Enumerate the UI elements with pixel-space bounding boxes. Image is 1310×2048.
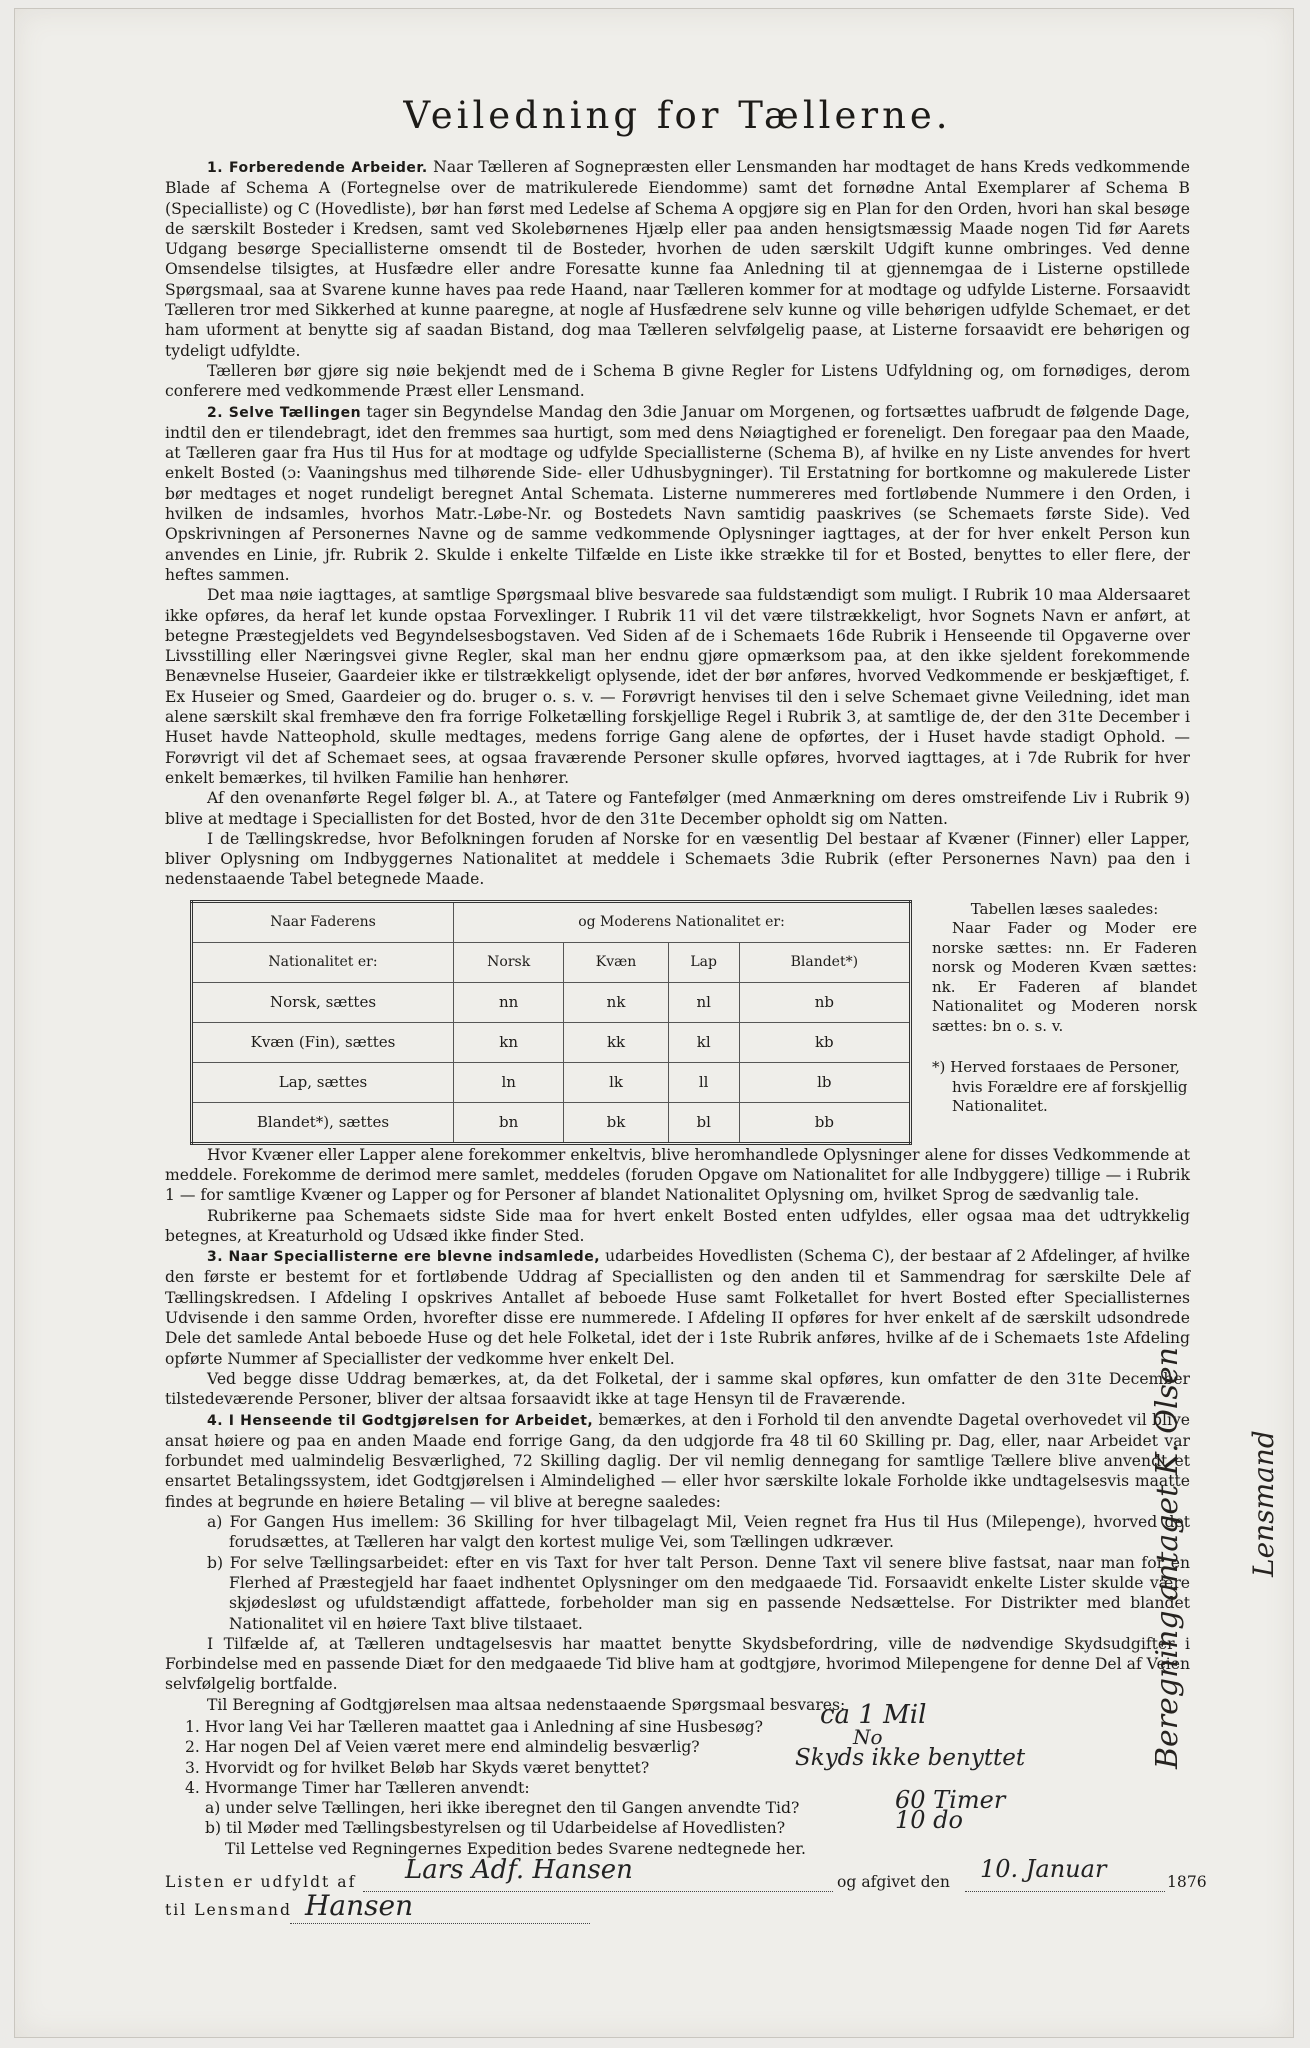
row-label: Kvæn (Fin), sættes — [192, 1022, 454, 1062]
section-1-paragraph-2: Tælleren bør gjøre sig nøie bekjendt med de i Schema B givne Regler for Listens Udfyldning og, om fornødiges, derom conferere med vedkommende Præst eller Lensmand. — [165, 361, 1190, 401]
to-lensmand-label: til Lensmand — [165, 1901, 292, 1920]
closing-line: Til Lettelse ved Regningernes Expedition bedes Svarene nedtegnede her. — [225, 1839, 806, 1858]
question-text: 3. Hvorvidt og for hvilket Beløb har Skyds været benyttet? — [185, 1758, 650, 1777]
table-cell: lb — [739, 1062, 910, 1102]
margin-annotation-1: Beregning antaget K. Olsen — [1150, 1347, 1185, 1769]
section-4-paragraph — [165, 1410, 1190, 1512]
col-header: Lap — [668, 942, 739, 982]
question-4 — [165, 1778, 1190, 1798]
table-cell: kb — [739, 1022, 910, 1062]
section-3-heading: 3. Naar Speciallisterne ere blevne indsamlede, — [207, 1249, 601, 1266]
section-4-item-a: a) For Gangen Hus imellem: 36 Skilling for hver tilbagelagt Mil, Veien regnet fra Hus til Hus (Milepenge), hvorved det forudsættes, at Tælleren har valgt den kortest mulige Vei, som Tællingen udkræver. — [207, 1513, 1190, 1552]
section-2-paragraph-5: Hvor Kvæner eller Lapper alene forekommer enkeltvis, blive heromhandlede Oplysninger alene for disses Vedkommende at meddele. Forekomme de derimod mere samlet, meddeles (foruden Opgave om Nationalitet for alle Indbyggere) tillige — i Rubrik 1 — for samtlige Kvæner og Lapper og for Personer af blandet Nationalitet Oplysning om, hvilket Sprog de sædvanlig tale. — [165, 1145, 1190, 1205]
nationality-table — [190, 900, 912, 1145]
section-2-paragraph-6: Rubrikerne paa Schemaets sidste Side maa for hvert enkelt Bosted enten udfyldes, eller ogsaa maa det udtrykkelig betegnes, at Kreaturhold og Udsæd ikke finder Sted. — [165, 1206, 1190, 1245]
section-3-text: udarbeides Hovedlisten (Schema C), der bestaar af 2 Afdelinger, af hvilke den første er bestemt for et fortløbende Uddrag af Speciallisten og den anden til et Sammendrag for særskilte Dele af Tællingskredsen. I Afdeling I opskrives Antallet af beboede Huse samt Folketallet for hvert Bosted efter Speciallisternes Udvisende i den samme Orden, hvorefter disse ere nummerede. I Afdeling II opføres for hver enkelt af de særskilt udsondrede Dele det samlede Antal beboede Huse og det hele Folketal, idet der i 1ste Rubrik anføres, hvilke af de i Schemaets 1ste Afdeling opførte Nummer af Speciallister der vedkomme hver enkelt Del. — [165, 1247, 1190, 1368]
row-label: Lap, sættes — [192, 1062, 454, 1102]
table-cell: kn — [454, 1022, 564, 1062]
table-cell: lk — [564, 1062, 668, 1102]
table-cell: nl — [668, 982, 739, 1022]
table-cell: nb — [739, 982, 910, 1022]
section-4-heading: 4. I Henseende til Godtgjørelsen for Arbeidet, — [207, 1412, 594, 1429]
table-cell: nk — [564, 982, 668, 1022]
table-cell: ll — [668, 1062, 739, 1102]
header-father-2: Nationalitet er: — [192, 942, 454, 982]
handwritten-answer: ca 1 Mil — [820, 1700, 927, 1730]
table-footnote: *) Herved forstaaes de Personer, hvis Forældre ere af forskjellig Nationalitet. — [932, 1058, 1188, 1116]
section-4-paragraph-2: I Tilfælde af, at Tælleren undtagelsesvis har maattet benytte Skydsbefordring, ville de nødvendige Skydsudgifter i Forbindelse med en passende Diæt for den medgaaede Tid blive ham at godtgjøre, hvorimod Milepengene for denne Del af Veien selvfølgelig bortfalde. — [165, 1634, 1190, 1694]
row-label: Blandet*), sættes — [192, 1102, 454, 1143]
signature-block — [165, 1855, 1207, 1925]
table-cell: bk — [564, 1102, 668, 1143]
section-1-text: Naar Tælleren af Sognepræsten eller Lensmanden har modtaget de hans Kreds vedkommende Blade af Schema A (Fortegnelse over de matrikulerede Eiendomme) samt det fornødne Antal Exemplarer af Schema B (Specialliste) og C (Hovedliste), bør han først med Ledelse af Schema A opgjøre sig en Plan for den Orden, hvori han skal besøge de særskilt Bosteder i Kredsen, samt ved Skolebørnenes Hjælp eller paa anden hensigtsmæssig Maade nogen Tid før Aarets Udgang besørge Speciallisterne omsendt til de Bosteder, hvorhen de uden særskilt Udgift kunne ombringes. Ved denne Omsendelse tilsigtes, at Husfædre eller andre Foresatte kunne faa Anledning til at gjennemgaa de i Listerne opstillede Spørgsmaal, saa at Svarene kunne haves paa rede Haand, naar Tælleren kommer for at modtage og udfylde Listerne. Forsaavidt Tælleren tror med Sikkerhed at kunne paaregne, at nogle af Husfædrene selv kunne og ville behørigen udfylde Schemaet, er det ham uforment at benytte sig af saadan Bistand, dog maa Tælleren selvfølgelig paase, at Listerne forsaavidt ere behørigen og tydeligt udfyldte. — [165, 158, 1190, 360]
table-cell: bn — [454, 1102, 564, 1143]
section-4-paragraph-3: Til Beregning af Godtgjørelsen maa altsaa nedenstaaende Spørgsmaal besvares: — [207, 1695, 846, 1714]
table-explanation — [932, 900, 1197, 1117]
section-2-paragraph-4: I de Tællingskredse, hvor Befolkningen foruden af Norske for en væsentlig Del bestaar af Kvæner (Finner) eller Lapper, bliver Oplysning om Indbyggernes Nationalitet at meddele i Schemaets 3die Rubrik (efter Personernes Navn) paa den i nedenstaaende Tabel betegnede Maade. — [165, 829, 1190, 889]
delivered-label: og afgivet den — [837, 1873, 950, 1892]
header-father-1: Naar Faderens — [192, 901, 454, 942]
delivered-date: 10. Januar — [980, 1855, 1107, 1884]
section-2-paragraph-3: Af den ovenanførte Regel følger bl. A., at Tatere og Fantefølger (med Anmærkning om deres omstreifende Liv i Rubrik 9) blive at medtage i Speciallisten for det Bosted, hvor de den 31te December opholdt sig om Natten. — [165, 789, 1190, 828]
row-label: Norsk, sættes — [192, 982, 454, 1022]
table-cell: kk — [564, 1022, 668, 1062]
handwritten-answer: Skyds ikke benyttet — [795, 1744, 1026, 1771]
question-text: 4. Hvormange Timer har Tælleren anvendt: — [185, 1778, 530, 1797]
table-cell: kl — [668, 1022, 739, 1062]
table-row — [192, 1102, 911, 1143]
table-cell: nn — [454, 982, 564, 1022]
section-3-paragraph — [165, 1246, 1190, 1369]
page-title: Veiledning for Tællerne. — [403, 94, 952, 137]
margin-annotation-2: Lensmand — [1247, 1430, 1280, 1577]
table-cell: bl — [668, 1102, 739, 1143]
handwritten-answer: No — [853, 1725, 883, 1750]
table-cell: ln — [454, 1062, 564, 1102]
section-2-paragraph — [165, 402, 1190, 586]
col-header: Blandet*) — [739, 942, 910, 982]
document-sheet — [14, 8, 1294, 2038]
handwritten-answer: 10 do — [895, 1806, 963, 1835]
section-1-heading: 1. Forberedende Arbeider. — [207, 160, 428, 176]
year-label: 1876 — [1167, 1873, 1207, 1892]
handwritten-answer: 60 Timer — [895, 1786, 1006, 1815]
col-header: Norsk — [454, 942, 564, 982]
table-row — [192, 1022, 911, 1062]
header-mother: og Moderens Nationalitet er: — [454, 901, 911, 942]
nationality-table-area — [165, 899, 1197, 1135]
table-row — [192, 982, 911, 1022]
section-1-paragraph — [165, 157, 1190, 361]
question-text: 2. Har nogen Del af Veien været mere end almindelig besværlig? — [185, 1738, 700, 1757]
section-2-text: tager sin Begyndelse Mandag den 3die Januar om Morgenen, og fortsættes uafbrudt de følgende Dage, indtil den er tilendebragt, idet den fremmes saa hurtigt, som med dens Nøiagtighed er foreneligt. Den foregaar paa den Maade, at Tælleren gaar fra Hus til Hus for at modtage og udfylde Speciallisterne (Schema B), af hvilke en ny Liste anvendes for hvert enkelt Bosted (ɔ: Vaaningshus med tilhørende Side- eller Udhusbygninger). Til Erstatning for bortkomne og makulerede Lister bør medtages et noget rundeligt beregnet Antal Schemata. Listerne nummereres med fortløbende Nummere i den Orden, i hvilken de indsamles, hvorhos Matr.-Løbe-Nr. og Bostedets Navn samtidig paaskrives (se Schemaets første Side). Ved Opskrivningen af Personernes Navne og de samme vedkommende Oplysninger iagttages, at der for hver enkelt Person kun anvendes en Linie, jfr. Rubrik 2. Skulde i enkelte Tilfælde en Liste ikke strække til for et Bosted, benyttes to eller flere, der heftes sammen. — [165, 402, 1190, 584]
section-2-heading: 2. Selve Tællingen — [207, 404, 362, 421]
table-cell: bb — [739, 1102, 910, 1143]
table-explanation-heading: Tabellen læses saaledes: — [970, 899, 1159, 918]
table-explanation-body: Naar Fader og Moder ere norske sættes: nn. Er Faderen norsk og Moderen Kvæn sættes: nk. Er Faderen af blandet Nationalitet og Moderen norsk sættes: bn o. s. v. — [932, 919, 1197, 1035]
filled-by-label: Listen er udfyldt af — [165, 1873, 357, 1892]
section-3-paragraph-2: Ved begge disse Uddrag bemærkes, at, da det Folketal, der i samme skal opføres, kun omfatter de den 31te December tilstedeværende Personer, bliver der altsaa forsaavidt ikke at tage Hensyn til de Fraværende. — [165, 1369, 1190, 1409]
question-text: b) til Møder med Tællingsbestyrelsen og til Udarbeidelse af Hovedlisten? — [205, 1819, 786, 1838]
filled-by-name: Lars Adf. Hansen — [405, 1855, 633, 1886]
question-text: a) under selve Tællingen, heri ikke iberegnet den til Gangen anvendte Tid? — [205, 1799, 800, 1818]
col-header: Kvæn — [564, 942, 668, 982]
section-4-item-b: b) For selve Tællingsarbeidet: efter en vis Taxt for hver talt Person. Denne Taxt vil senere blive fastsat, naar man for en Flerhed af Præstegjeld har faaet indhentet Oplysninger om den medgaaede Tid. Forsaavidt enkelte Lister skulde være skjødesløst og ufuldstændigt affattede, forbeholder man sig en passende Nedsættelse. For Distrikter med blandet Nationalitet vil en høiere Taxt blive tilstaaet. — [207, 1553, 1190, 1633]
instructions-page — [165, 79, 1207, 1925]
section-2-paragraph-2: Det maa nøie iagttages, at samtlige Spørgsmaal blive besvarede saa fuldstændigt som muligt. I Rubrik 10 maa Aldersaaret ikke opføres, da heraf let kunde opstaa Forvexlinger. I Rubrik 11 vil det være tilstrækkeligt, hvor Sognets Navn er anført, at betegne Præstegjeldets ved Begyndelsesbogstaven. Ved Siden af de i Schemaets 16de Rubrik i Henseende til Opgaverne over Livsstilling eller Næringsvei givne Regler, skal man her endnu gjøre opmærksom paa, at den ikke sjeldent forekommende Benævnelse Huseier, Gaardeier ikke er tilstrækkeligt oplysende, idet der bør anføres, hvorved Vedkommende er beskjæftiget, f. Ex Huseier og Smed, Gaardeier og do. bruger o. s. v. — Forøvrigt henvises til den i selve Schemaet givne Veiledning, idet man alene særskilt skal fremhæve den fra forrige Folketælling forskjellige Regel i Rubrik 3, at samtlige de, der den 31te December i Huset havde Natteophold, skulle medtages, medens forrige Gang alene de opførtes, der i Huset havde stadigt Ophold. — Forøvrigt vil det af Schemaet sees, at ogsaa fraværende Personer skulle opføres, hvorved iagttages, at i 7de Rubrik for hver enkelt bemærkes, til hvilken Familie han henhører. — [165, 586, 1190, 787]
section-4-text: bemærkes, at den i Forhold til den anvendte Dagetal overhovedet vil blive ansat høiere og paa en anden Maade end forrige Gang, da den udgjorde fra 48 til 60 Skilling pr. Dag, eller, naar Arbeidet var forbundet med ualmindelig Besværlighed, 72 Skilling daglig. Der vil nemlig dennegang for samtlige Tællere blive anvendt et ensartet Betalingssystem, idet Godtgjørelsen i Almindelighed — eller hvor særskilte lokale Forholde ikke undtagelsesvis maatte findes at begrunde en høiere Betaling — vil blive at beregne saaledes: — [165, 1410, 1190, 1511]
lensmand-name: Hansen — [305, 1889, 414, 1923]
question-text: 1. Hvor lang Vei har Tælleren maattet gaa i Anledning af sine Husbesøg? — [185, 1718, 763, 1736]
table-row — [192, 1062, 911, 1102]
